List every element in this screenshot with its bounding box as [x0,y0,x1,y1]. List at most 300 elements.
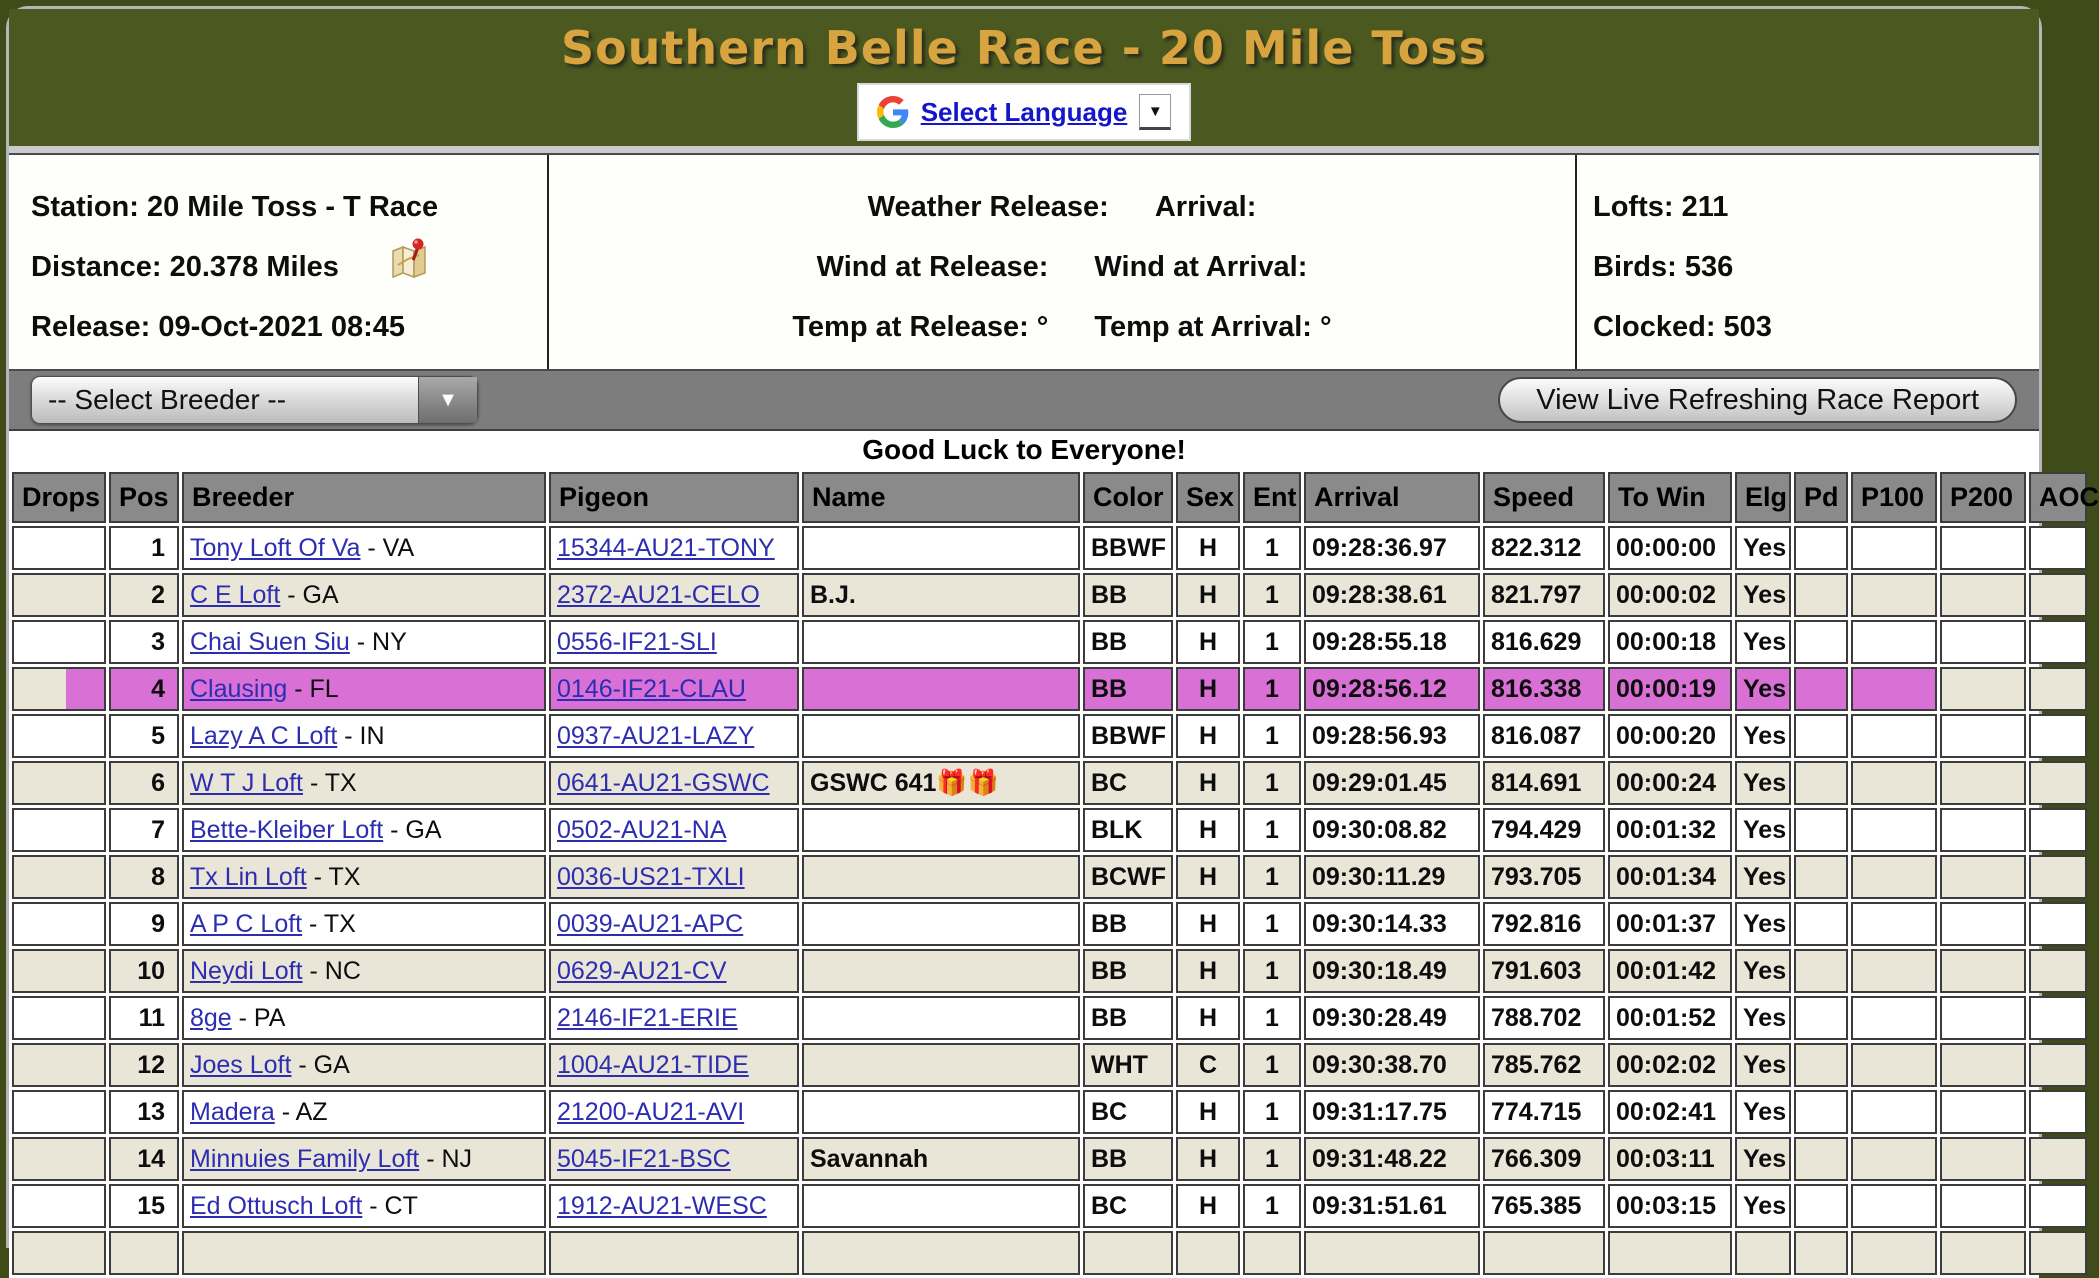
color-cell: BBWF [1083,526,1173,570]
elg-cell: Yes [1735,808,1791,852]
breeder-select[interactable] [31,376,478,424]
sex-cell: H [1176,620,1240,664]
pigeon-link[interactable]: 2146-IF21-ERIE [557,1004,738,1032]
pos-cell: 6 [109,761,179,805]
breeder-cell [182,855,546,899]
color-cell: BB [1083,949,1173,993]
pigeon-cell [549,949,799,993]
breeder-cell [182,1184,546,1228]
table-row [12,949,2087,993]
pigeon-cell [549,808,799,852]
breeder-state: - NY [349,628,407,656]
p100-cell [1851,1137,1937,1181]
p200-cell [1940,714,2026,758]
aoc-cell [2029,573,2087,617]
page-title: Southern Belle Race - 20 Mile Toss [560,21,1488,75]
empty-cell [182,1231,546,1275]
pigeon-link[interactable]: 0146-IF21-CLAU [557,675,746,703]
empty-cell [1483,1231,1605,1275]
sex-cell: H [1176,573,1240,617]
speed-cell: 785.762 [1483,1043,1605,1087]
results-table-wrap [9,469,2099,1278]
towin-cell: 00:00:19 [1608,667,1732,711]
column-header-aoc: AOC [2029,472,2087,523]
pigeon-cell [549,996,799,1040]
arrival-cell: 09:31:17.75 [1304,1090,1480,1134]
color-cell: BC [1083,1184,1173,1228]
empty-cell [1940,1231,2026,1275]
wind-line [817,251,1308,284]
table-row [12,573,2087,617]
sex-cell: H [1176,808,1240,852]
p200-cell [1940,761,2026,805]
pigeon-link[interactable]: 1004-AU21-TIDE [557,1051,749,1079]
column-header-pd: Pd [1794,472,1848,523]
p100-cell [1851,1090,1937,1134]
towin-cell: 00:03:11 [1608,1137,1732,1181]
ent-cell: 1 [1243,949,1301,993]
breeder-state: - PA [231,1004,286,1032]
drops-cell [12,808,106,852]
name-cell [802,1184,1080,1228]
breeder-link[interactable]: A P C Loft [190,910,303,938]
arrival-cell: 09:28:36.97 [1304,526,1480,570]
ent-cell: 1 [1243,855,1301,899]
translate-dropdown-arrow-icon[interactable]: ▼ [1139,94,1171,130]
table-row [12,667,2087,711]
speed-cell: 774.715 [1483,1090,1605,1134]
towin-cell: 00:01:42 [1608,949,1732,993]
empty-cell [109,1231,179,1275]
pigeon-cell [549,902,799,946]
pos-cell: 5 [109,714,179,758]
pigeon-cell [549,1090,799,1134]
arrival-cell: 09:30:28.49 [1304,996,1480,1040]
page-header [9,9,2039,146]
towin-cell: 00:00:20 [1608,714,1732,758]
breeder-cell [182,996,546,1040]
column-header-p200: P200 [1940,472,2026,523]
pigeon-cell [549,620,799,664]
station-line: Station: 20 Mile Toss - T Race [31,191,439,223]
pigeon-cell [549,667,799,711]
drops-cell [12,526,106,570]
pd-cell [1794,855,1848,899]
speed-cell: 794.429 [1483,808,1605,852]
p100-cell [1851,949,1937,993]
drops-cell [12,855,106,899]
breeder-link[interactable]: Bette-Kleiber Loft [190,816,384,844]
ent-cell: 1 [1243,1090,1301,1134]
arrival-cell: 09:28:38.61 [1304,573,1480,617]
ent-cell: 1 [1243,761,1301,805]
breeder-state: - NJ [419,1145,473,1173]
drops-cell [12,902,106,946]
ent-cell: 1 [1243,996,1301,1040]
pos-cell: 14 [109,1137,179,1181]
breeder-select-value: -- Select Breeder -- [48,384,287,415]
p100-cell [1851,996,1937,1040]
ent-cell: 1 [1243,808,1301,852]
empty-cell [1304,1231,1480,1275]
google-g-icon [877,96,909,128]
aoc-cell [2029,1043,2087,1087]
p200-cell [1940,949,2026,993]
map-icon[interactable] [386,235,432,289]
p100-cell [1851,808,1937,852]
sex-cell: H [1176,1184,1240,1228]
column-header-pigeon: Pigeon [549,472,799,523]
speed-cell: 816.629 [1483,620,1605,664]
color-cell: BB [1083,902,1173,946]
towin-cell: 00:00:00 [1608,526,1732,570]
speed-cell: 816.087 [1483,714,1605,758]
ent-cell: 1 [1243,620,1301,664]
breeder-link[interactable]: Ed Ottusch Loft [190,1192,363,1220]
view-live-report-button[interactable]: View Live Refreshing Race Report [1498,377,2017,423]
breeder-link[interactable]: Tx Lin Loft [190,863,307,891]
breeder-state: - TX [302,910,356,938]
pd-cell [1794,996,1848,1040]
aoc-cell [2029,1090,2087,1134]
breeder-link[interactable]: C E Loft [190,581,281,609]
pos-cell: 7 [109,808,179,852]
pigeon-link[interactable]: 0556-IF21-SLI [557,628,717,656]
elg-cell: Yes [1735,996,1791,1040]
distance-line [31,251,547,284]
breeder-state: - GA [383,816,442,844]
towin-cell: 00:03:15 [1608,1184,1732,1228]
empty-cell [1735,1231,1791,1275]
elg-cell: Yes [1735,855,1791,899]
breeder-link[interactable]: Clausing [190,675,288,703]
p200-cell [1940,667,2026,711]
drops-cell [12,996,106,1040]
pos-cell: 9 [109,902,179,946]
towin-cell: 00:01:37 [1608,902,1732,946]
translate-widget [857,83,1191,141]
birds-line: Birds: 536 [1593,251,1734,283]
breeder-cell [182,1090,546,1134]
towin-cell: 00:01:34 [1608,855,1732,899]
name-cell [802,667,1080,711]
empty-cell [802,1231,1080,1275]
breeder-state: - GA [280,581,339,609]
elg-cell: Yes [1735,620,1791,664]
race-info-left [9,155,549,369]
ent-cell: 1 [1243,1137,1301,1181]
pd-cell [1794,808,1848,852]
aoc-cell [2029,902,2087,946]
arrival-cell: 09:30:11.29 [1304,855,1480,899]
select-dropdown-arrow-icon: ▼ [418,377,477,423]
table-row [12,1090,2087,1134]
arrival-cell: 09:31:51.61 [1304,1184,1480,1228]
elg-cell: Yes [1735,1090,1791,1134]
drops-cell [12,714,106,758]
p200-cell [1940,526,2026,570]
elg-cell: Yes [1735,1043,1791,1087]
ent-cell: 1 [1243,1184,1301,1228]
distance-text: Distance: 20.378 Miles [31,251,339,283]
column-header-elg: Elg [1735,472,1791,523]
results-table-body [12,526,2087,1275]
column-header-drops: Drops [12,472,106,523]
pd-cell [1794,1043,1848,1087]
breeder-state: - IN [337,722,385,750]
p100-cell [1851,573,1937,617]
breeder-cell [182,808,546,852]
speed-cell: 766.309 [1483,1137,1605,1181]
breeder-state: - NC [302,957,361,985]
p200-cell [1940,902,2026,946]
table-row [12,855,2087,899]
pos-cell: 10 [109,949,179,993]
sex-cell: H [1176,949,1240,993]
drops-cell [12,1090,106,1134]
sex-cell: H [1176,714,1240,758]
breeder-state: - TX [306,863,361,891]
aoc-cell [2029,949,2087,993]
breeder-cell [182,667,546,711]
table-row [12,526,2087,570]
elg-cell: Yes [1735,573,1791,617]
arrival-cell: 09:30:14.33 [1304,902,1480,946]
pos-cell: 2 [109,573,179,617]
breeder-cell [182,526,546,570]
pd-cell [1794,620,1848,664]
breeder-cell [182,1043,546,1087]
banner-separator [9,146,2039,155]
table-row [12,1043,2087,1087]
breeder-cell [182,620,546,664]
pos-cell: 11 [109,996,179,1040]
empty-cell [1851,1231,1937,1275]
pos-cell: 1 [109,526,179,570]
pigeon-cell [549,1184,799,1228]
color-cell: BB [1083,620,1173,664]
ent-cell: 1 [1243,902,1301,946]
breeder-cell [182,902,546,946]
p200-cell [1940,996,2026,1040]
empty-cell [1794,1231,1848,1275]
empty-cell [2029,1231,2087,1275]
arrival-cell: 09:28:55.18 [1304,620,1480,664]
sex-cell: H [1176,902,1240,946]
speed-cell: 793.705 [1483,855,1605,899]
ent-cell: 1 [1243,667,1301,711]
pos-cell: 3 [109,620,179,664]
pd-cell [1794,667,1848,711]
arrival-cell: 09:31:48.22 [1304,1137,1480,1181]
speed-cell: 822.312 [1483,526,1605,570]
arrival-cell: 09:28:56.12 [1304,667,1480,711]
speed-cell: 821.797 [1483,573,1605,617]
color-cell: BB [1083,573,1173,617]
p200-cell [1940,1137,2026,1181]
color-cell: BC [1083,1090,1173,1134]
color-cell: BBWF [1083,714,1173,758]
pd-cell [1794,714,1848,758]
results-table [9,469,2099,1278]
pos-cell: 13 [109,1090,179,1134]
breeder-state: - VA [360,534,415,562]
column-header-speed: Speed [1483,472,1605,523]
aoc-cell [2029,808,2087,852]
empty-cell [1243,1231,1301,1275]
column-header-sex: Sex [1176,472,1240,523]
pos-cell: 4 [109,667,179,711]
pigeon-link[interactable]: 5045-IF21-BSC [557,1145,731,1173]
ent-cell: 1 [1243,714,1301,758]
pos-cell: 12 [109,1043,179,1087]
arrival-cell: 09:30:18.49 [1304,949,1480,993]
elg-cell: Yes [1735,1184,1791,1228]
drops-cell [12,667,106,711]
table-row [12,761,2087,805]
p100-cell [1851,855,1937,899]
pigeon-link[interactable]: 0937-AU21-LAZY [557,722,755,750]
p100-cell [1851,902,1937,946]
aoc-cell [2029,996,2087,1040]
towin-cell: 00:00:24 [1608,761,1732,805]
sex-cell: H [1176,855,1240,899]
pigeon-cell [549,855,799,899]
speed-cell: 792.816 [1483,902,1605,946]
color-cell: BB [1083,667,1173,711]
pd-cell [1794,1184,1848,1228]
name-cell [802,996,1080,1040]
pigeon-link[interactable]: 15344-AU21-TONY [557,534,775,562]
table-row [12,714,2087,758]
pigeon-cell [549,714,799,758]
race-report-page [6,6,2099,1248]
clocked-line: Clocked: 503 [1593,311,1772,343]
breeder-link[interactable]: Joes Loft [190,1051,292,1079]
speed-cell: 814.691 [1483,761,1605,805]
pigeon-link[interactable]: 0039-AU21-APC [557,910,744,938]
pigeon-link[interactable]: 1912-AU21-WESC [557,1192,767,1220]
p200-cell [1940,808,2026,852]
table-row [12,1137,2087,1181]
empty-cell [1176,1231,1240,1275]
weather-release-label: Weather Release: [867,191,1109,223]
towin-cell: 00:02:41 [1608,1090,1732,1134]
race-info-weather [549,155,1577,369]
speed-cell: 816.338 [1483,667,1605,711]
color-cell: BLK [1083,808,1173,852]
column-header-p100: P100 [1851,472,1937,523]
column-header-to-win: To Win [1608,472,1732,523]
drops-cell [12,949,106,993]
elg-cell: Yes [1735,949,1791,993]
pigeon-cell [549,761,799,805]
table-row [12,902,2087,946]
table-header-row [12,472,2087,523]
table-row [12,1184,2087,1228]
color-cell: WHT [1083,1043,1173,1087]
towin-cell: 00:02:02 [1608,1043,1732,1087]
pd-cell [1794,526,1848,570]
breeder-state: - CT [362,1192,418,1220]
breeder-link[interactable]: Chai Suen Siu [190,628,350,656]
elg-cell: Yes [1735,714,1791,758]
speed-cell: 791.603 [1483,949,1605,993]
empty-cell [12,1231,106,1275]
name-cell: Savannah [802,1137,1080,1181]
arrival-cell: 09:29:01.45 [1304,761,1480,805]
p100-cell [1851,667,1937,711]
race-info-right [1577,155,2039,369]
elg-cell: Yes [1735,667,1791,711]
pigeon-link[interactable]: 0629-AU21-CV [557,957,727,985]
breeder-link[interactable]: Madera [190,1098,275,1126]
pigeon-cell [549,526,799,570]
empty-cell [1608,1231,1732,1275]
name-cell [802,526,1080,570]
select-language-link[interactable]: Select Language [920,96,1128,127]
sex-cell: H [1176,667,1240,711]
aoc-cell [2029,855,2087,899]
aoc-cell [2029,714,2087,758]
breeder-link[interactable]: Tony Loft Of Va [190,534,361,562]
weather-line [868,191,1257,224]
speed-cell: 765.385 [1483,1184,1605,1228]
name-cell: GSWC 641🎁🎁 [802,761,1080,805]
name-cell: B.J. [802,573,1080,617]
breeder-link[interactable]: Minnuies Family Loft [190,1145,420,1173]
table-row [12,996,2087,1040]
breeder-link[interactable]: Neydi Loft [190,957,303,985]
color-cell: BC [1083,761,1173,805]
name-cell [802,855,1080,899]
pigeon-link[interactable]: 0641-AU21-GSWC [557,769,770,797]
table-row-partial [12,1231,2087,1275]
breeder-link[interactable]: 8ge [190,1004,232,1032]
pos-cell: 8 [109,855,179,899]
elg-cell: Yes [1735,761,1791,805]
pigeon-link[interactable]: 0502-AU21-NA [557,816,727,844]
pd-cell [1794,902,1848,946]
pigeon-link[interactable]: 2372-AU21-CELO [557,581,760,609]
pigeon-cell [549,1043,799,1087]
pigeon-link[interactable]: 0036-US21-TXLI [557,863,745,891]
sex-cell: H [1176,996,1240,1040]
p200-cell [1940,1090,2026,1134]
breeder-link[interactable]: Lazy A C Loft [190,722,338,750]
pd-cell [1794,573,1848,617]
breeder-state: - GA [291,1051,350,1079]
p100-cell [1851,714,1937,758]
ent-cell: 1 [1243,526,1301,570]
name-cell [802,949,1080,993]
breeder-link[interactable]: W T J Loft [190,769,304,797]
p100-cell [1851,761,1937,805]
pigeon-link[interactable]: 21200-AU21-AVI [557,1098,745,1126]
column-header-name: Name [802,472,1080,523]
sex-cell: H [1176,761,1240,805]
name-cell [802,620,1080,664]
toolbar [9,371,2039,431]
column-header-breeder: Breeder [182,472,546,523]
sex-cell: C [1176,1043,1240,1087]
name-cell [802,808,1080,852]
good-luck-message: Good Luck to Everyone! [9,431,2039,469]
towin-cell: 00:01:32 [1608,808,1732,852]
drops-cell [12,1137,106,1181]
pigeon-cell [549,1137,799,1181]
elg-cell: Yes [1735,1137,1791,1181]
